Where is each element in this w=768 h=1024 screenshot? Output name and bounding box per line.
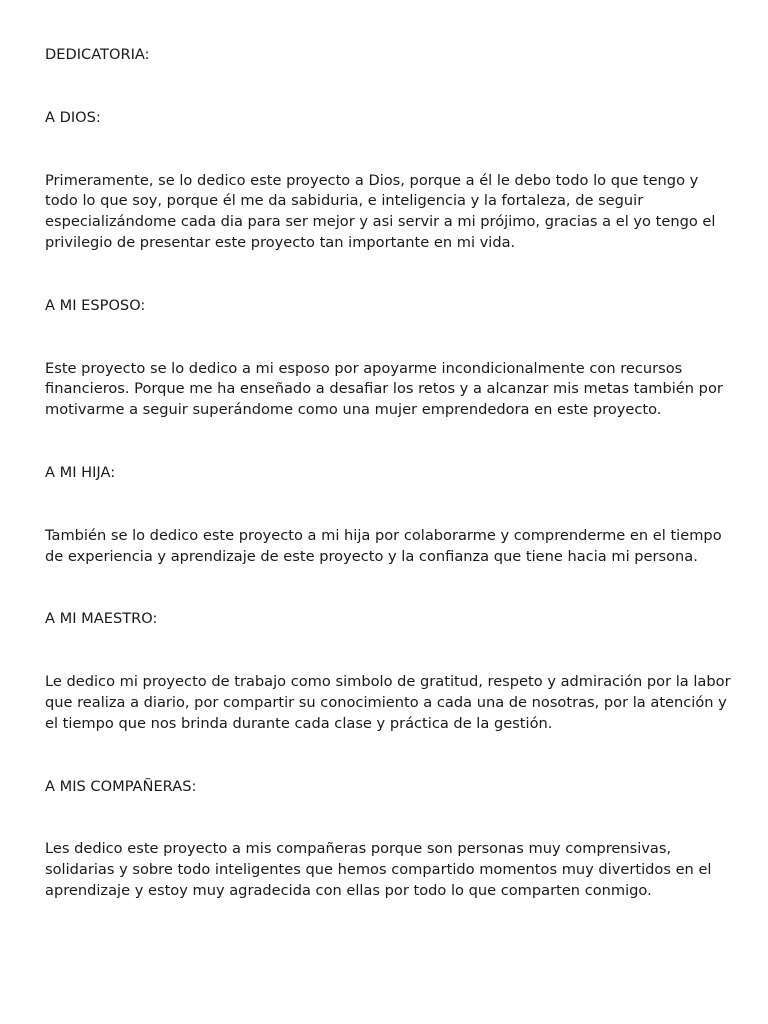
section-heading-dios: A DIOS: bbox=[45, 108, 101, 126]
section-hija bbox=[45, 463, 735, 567]
section-text-esposo: Este proyecto se lo dedico a mi esposo por apoyarme incondicionalmente con recursos financieros. Porque me ha enseñado a desafiar los retos y a alcanzar mis metas también por motivarme a seguir superándome como una mujer emprendedora en este proyecto. bbox=[45, 359, 723, 419]
section-companeras bbox=[45, 777, 735, 902]
document-page bbox=[45, 45, 735, 902]
document-title: DEDICATORIA: bbox=[45, 46, 150, 63]
section-heading-hija: A MI HIJA: bbox=[45, 463, 116, 481]
section-maestro bbox=[45, 609, 735, 734]
section-esposo bbox=[45, 296, 735, 421]
section-dios bbox=[45, 108, 735, 254]
section-heading-esposo: A MI ESPOSO: bbox=[45, 296, 146, 314]
section-heading-maestro: A MI MAESTRO: bbox=[45, 610, 158, 628]
section-text-dios: Primeramente, se lo dedico este proyecto a Dios, porque a él le debo todo lo que tengo y todo lo que soy, porque él me da sabiduria, e inteligencia y la fortaleza, de seguir especializándome cada dia para ser mejor y asi servir a mi prójimo, gracias a el yo tengo el privilegio de presentar este proyecto tan importante en mi vida. bbox=[45, 171, 716, 251]
section-text-maestro: Le dedico mi proyecto de trabajo como simbolo de gratitud, respeto y admiración por la labor que realiza a diario, por compartir su conocimiento a cada una de nosotras, por la atención y el tiempo que nos brinda durante cada clase y práctica de la gestión. bbox=[45, 673, 731, 732]
section-heading-companeras: A MIS COMPAÑERAS: bbox=[45, 777, 197, 795]
section-text-hija: También se lo dedico este proyecto a mi hija por colaborarme y comprenderme en el tiempo de experiencia y aprendizaje de este proyecto y la confianza que tiene hacia mi persona. bbox=[45, 526, 722, 565]
section-text-companeras: Les dedico este proyecto a mis compañeras porque son personas muy comprensivas, solidarias y sobre todo inteligentes que hemos compartido momentos muy divertidos en el aprendizaje y estoy muy agradecida con ellas por todo lo que comparten conmigo. bbox=[45, 840, 712, 899]
